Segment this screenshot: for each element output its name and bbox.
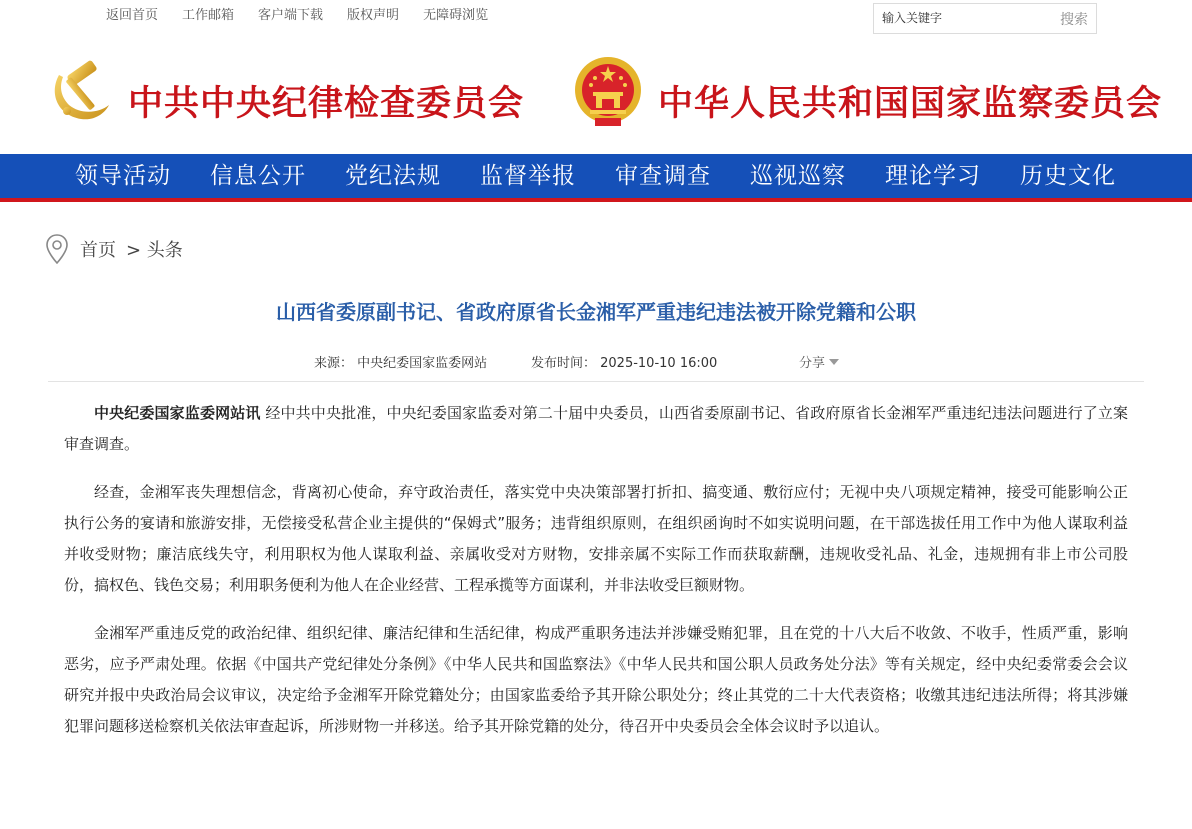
nav-accent-line xyxy=(0,198,1192,202)
top-link-copyright[interactable]: 版权声明 xyxy=(347,8,400,23)
share-label: 分享 xyxy=(799,356,826,371)
cpc-ccdi-title: 中共中央纪律检查委员会 xyxy=(128,83,525,124)
top-link-mail[interactable]: 工作邮箱 xyxy=(182,8,235,23)
paragraph-2: 经查，金湘军丧失理想信念，背离初心使命，弃守政治责任，落实党中央决策部署打折扣、搞变通、敷衍应付；无视中央八项规定精神，接受可能影响公正执行公务的宴请和旅游安排，无偿接受私营企业主提供的“保姆式”服务；违背组织原则，在组织函询时不如实说明问题，在干部选拔任用工作中为他人谋取利益并收受财物；廉洁底线失守，利用职权为他人谋取利益、亲属收受对方财物，安排亲属不实际工作而获取薪酬，违规收受礼品、礼金，违规拥有非上市公司股份，搞权色、钱色交易；利用职务便利为他人在企业经营、工程承揽等方面谋利，并非法收受巨额财物。 xyxy=(64,483,1128,594)
nsc-title: 中华人民共和国国家监察委员会 xyxy=(658,83,1163,124)
article-body xyxy=(64,398,1128,759)
breadcrumb xyxy=(46,233,183,265)
paragraph-1 xyxy=(64,398,1128,460)
article-meta xyxy=(0,352,1192,372)
article-source: 来源： 中央纪委国家监委网站 xyxy=(314,356,488,371)
nav-item-investigation[interactable]: 审查调查 xyxy=(615,163,711,189)
search-input[interactable] xyxy=(882,8,1032,28)
top-link-accessibility[interactable]: 无障碍浏览 xyxy=(423,8,489,23)
share-button[interactable] xyxy=(799,352,839,371)
breadcrumb-current[interactable]: > 头条 xyxy=(126,240,183,261)
main-nav xyxy=(0,154,1192,198)
party-emblem-icon xyxy=(47,57,113,123)
article-lead: 中央纪委国家监委网站讯 xyxy=(94,404,261,422)
search-button[interactable]: 搜索 xyxy=(1060,12,1088,28)
top-link-home[interactable]: 返回首页 xyxy=(106,8,159,23)
location-pin-icon xyxy=(46,234,68,264)
site-header xyxy=(0,40,1192,154)
meta-divider xyxy=(48,381,1144,382)
paragraph-3: 金湘军严重违反党的政治纪律、组织纪律、廉洁纪律和生活纪律，构成严重职务违法并涉嫌受贿犯罪，且在党的十八大后不收敛、不收手，性质严重，影响恶劣，应予严肃处理。依据《中国共产党纪律处分条例》《中华人民共和国监察法》《中华人民共和国公职人员政务处分法》等有关规定，经中央纪委常委会会议研究并报中央政治局会议审议，决定给予金湘军开除党籍处分；由国家监委给予其开除公职处分；终止其党的二十大代表资格；收缴其违纪违法所得；将其涉嫌犯罪问题移送检察机关依法审查起诉，所涉财物一并移送。给予其开除党籍的处分，待召开中央委员会全体会议时予以追认。 xyxy=(64,624,1128,735)
chevron-down-icon xyxy=(829,359,839,365)
nav-item-history-culture[interactable]: 历史文化 xyxy=(1020,163,1116,189)
nav-item-party-regulations[interactable]: 党纪法规 xyxy=(345,163,441,189)
nav-item-supervision-report[interactable]: 监督举报 xyxy=(480,163,576,189)
nav-item-inspection[interactable]: 巡视巡察 xyxy=(750,163,846,189)
article-title: 山西省委原副书记、省政府原省长金湘军严重违纪违法被开除党籍和公职 xyxy=(276,300,916,324)
article-publish-time: 发布时间： 2025-10-10 16:00 xyxy=(531,356,718,371)
top-link-client-download[interactable]: 客户端下载 xyxy=(258,8,324,23)
search-box xyxy=(873,3,1097,34)
nav-item-leadership[interactable]: 领导活动 xyxy=(75,163,171,189)
nav-item-info-disclosure[interactable]: 信息公开 xyxy=(210,163,306,189)
national-emblem-icon xyxy=(573,54,643,128)
nav-item-theory-study[interactable]: 理论学习 xyxy=(885,163,981,189)
breadcrumb-home[interactable]: 首页 xyxy=(80,240,116,261)
top-links xyxy=(106,4,488,23)
top-bar xyxy=(0,0,1192,40)
paragraph-1-text: 经中共中央批准，中央纪委国家监委对第二十届中央委员，山西省委原副书记、省政府原省长金湘军严重违纪违法问题进行了立案审查调查。 xyxy=(64,404,1128,453)
